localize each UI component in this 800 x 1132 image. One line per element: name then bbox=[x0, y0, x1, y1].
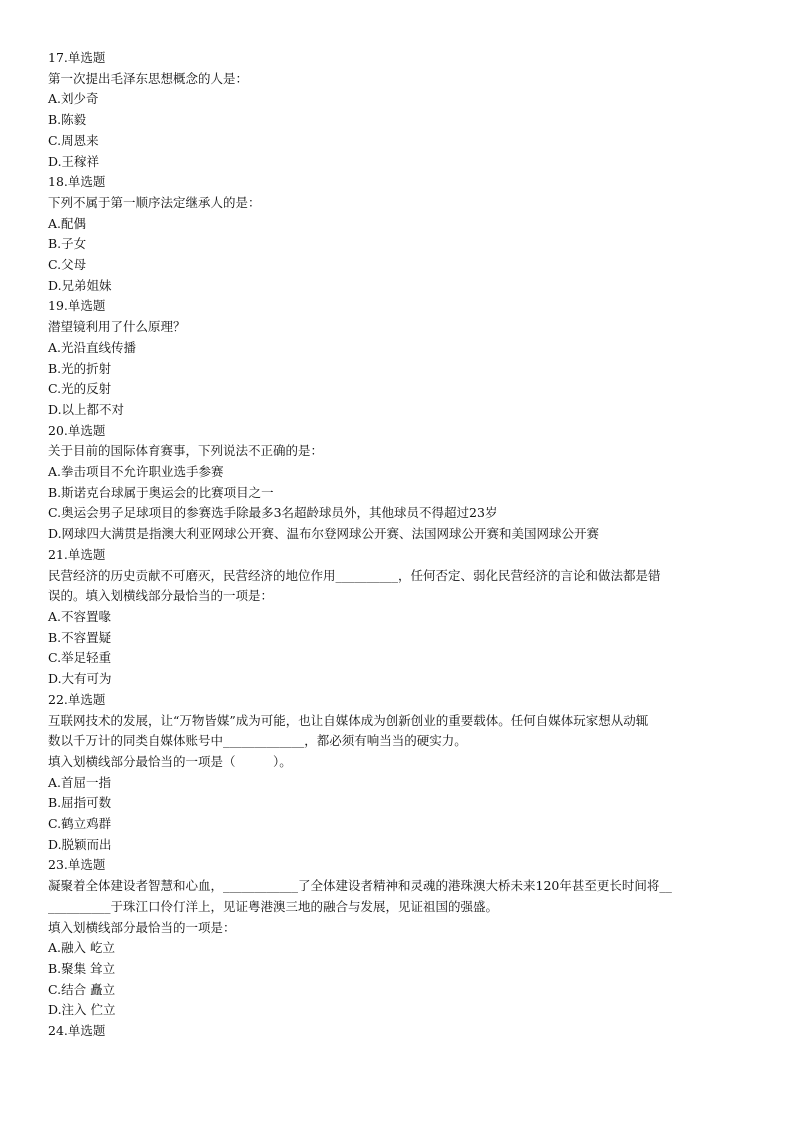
answer-option: D.大有可为 bbox=[48, 671, 112, 687]
answer-option: C.结合 矗立 bbox=[48, 981, 116, 997]
answer-option: C.周恩来 bbox=[48, 132, 99, 148]
question-stem-line: 填入划横线部分最恰当的一项是（ ）。 bbox=[48, 753, 292, 769]
question-block bbox=[48, 421, 758, 545]
answer-option: B.子女 bbox=[48, 236, 87, 252]
question-stem-line: 第一次提出毛泽东思想概念的人是： bbox=[48, 70, 249, 86]
question-block bbox=[48, 545, 758, 690]
question-block bbox=[48, 855, 758, 1021]
answer-option: D.王稼祥 bbox=[48, 153, 100, 169]
answer-option: D.脱颖而出 bbox=[48, 836, 112, 852]
question-stem-line: 民营经济的历史贡献不可磨灭，民营经济的地位作用__________，任何否定、弱化民营经济的言论和做法都是错 bbox=[48, 567, 661, 583]
answer-option: A.刘少奇 bbox=[48, 91, 99, 107]
question-block bbox=[48, 690, 758, 856]
question-stem-line: __________于珠江口伶仃洋上，见证粤港澳三地的融合与发展，见证祖国的强盛。 bbox=[48, 898, 499, 914]
question-block bbox=[48, 172, 758, 296]
question-block bbox=[48, 1021, 758, 1042]
answer-option: D.以上都不对 bbox=[48, 401, 125, 417]
question-stem-line: 数以千万计的同类自媒体账号中_____________，都必须有响当当的硬实力。 bbox=[48, 733, 467, 749]
answer-option: C.举足轻重 bbox=[48, 650, 112, 666]
answer-option: B.屈指可数 bbox=[48, 795, 112, 811]
question-header: 19.单选题 bbox=[48, 298, 106, 314]
question-header: 17.单选题 bbox=[48, 50, 106, 65]
question-header: 18.单选题 bbox=[48, 174, 106, 190]
answer-option: B.不容置疑 bbox=[48, 629, 112, 645]
question-stem-line: 互联网技术的发展，让“万物皆媒”成为可能，也让自媒体成为创新创业的重要载体。任何自媒体玩家想从动辄 bbox=[48, 712, 649, 728]
question-header: 24.单选题 bbox=[48, 1023, 106, 1039]
question-block bbox=[48, 48, 758, 172]
question-stem-line: 凝聚着全体建设者智慧和心血，____________了全体建设者精神和灵魂的港珠澳大桥未来120年甚至更长时间将__ bbox=[48, 878, 672, 894]
question-header: 23.单选题 bbox=[48, 857, 106, 873]
question-stem-line: 误的。填入划横线部分最恰当的一项是： bbox=[48, 588, 274, 604]
answer-option: B.聚集 耸立 bbox=[48, 960, 116, 976]
question-stem-line: 填入划横线部分最恰当的一项是： bbox=[48, 919, 236, 935]
answer-option: B.光的折射 bbox=[48, 360, 112, 376]
answer-option: C.鹤立鸡群 bbox=[48, 816, 112, 832]
answer-option: C.光的反射 bbox=[48, 381, 112, 397]
answer-option: B.斯诺克台球属于奥运会的比赛项目之一 bbox=[48, 484, 274, 500]
answer-option: B.陈毅 bbox=[48, 112, 87, 128]
answer-option: A.光沿直线传播 bbox=[48, 339, 137, 355]
answer-option: A.不容置喙 bbox=[48, 608, 112, 624]
question-stem-line: 下列不属于第一顺序法定继承人的是： bbox=[48, 194, 261, 210]
answer-option: D.网球四大满贯是指澳大利亚网球公开赛、温布尔登网球公开赛、法国网球公开赛和美国网球公开赛 bbox=[48, 526, 600, 542]
question-stem-line: 潜望镜利用了什么原理？ bbox=[48, 319, 186, 335]
answer-option: A.融入 屹立 bbox=[48, 940, 115, 956]
question-stem-line: 关于目前的国际体育赛事，下列说法不正确的是： bbox=[48, 443, 324, 459]
answer-option: A.配偶 bbox=[48, 215, 87, 231]
document-page bbox=[48, 48, 758, 1042]
answer-option: A.拳击项目不允许职业选手参赛 bbox=[48, 464, 224, 480]
answer-option: C.父母 bbox=[48, 257, 87, 273]
question-header: 21.单选题 bbox=[48, 546, 106, 562]
answer-option: D.兄弟姐妹 bbox=[48, 277, 112, 293]
answer-option: A.首屈一指 bbox=[48, 774, 112, 790]
question-header: 22.单选题 bbox=[48, 691, 106, 707]
answer-option: D.注入 伫立 bbox=[48, 1002, 116, 1018]
question-header: 20.单选题 bbox=[48, 422, 106, 438]
question-block bbox=[48, 296, 758, 420]
answer-option: C.奥运会男子足球项目的参赛选手除最多3名超龄球员外，其他球员不得超过23岁 bbox=[48, 505, 498, 521]
